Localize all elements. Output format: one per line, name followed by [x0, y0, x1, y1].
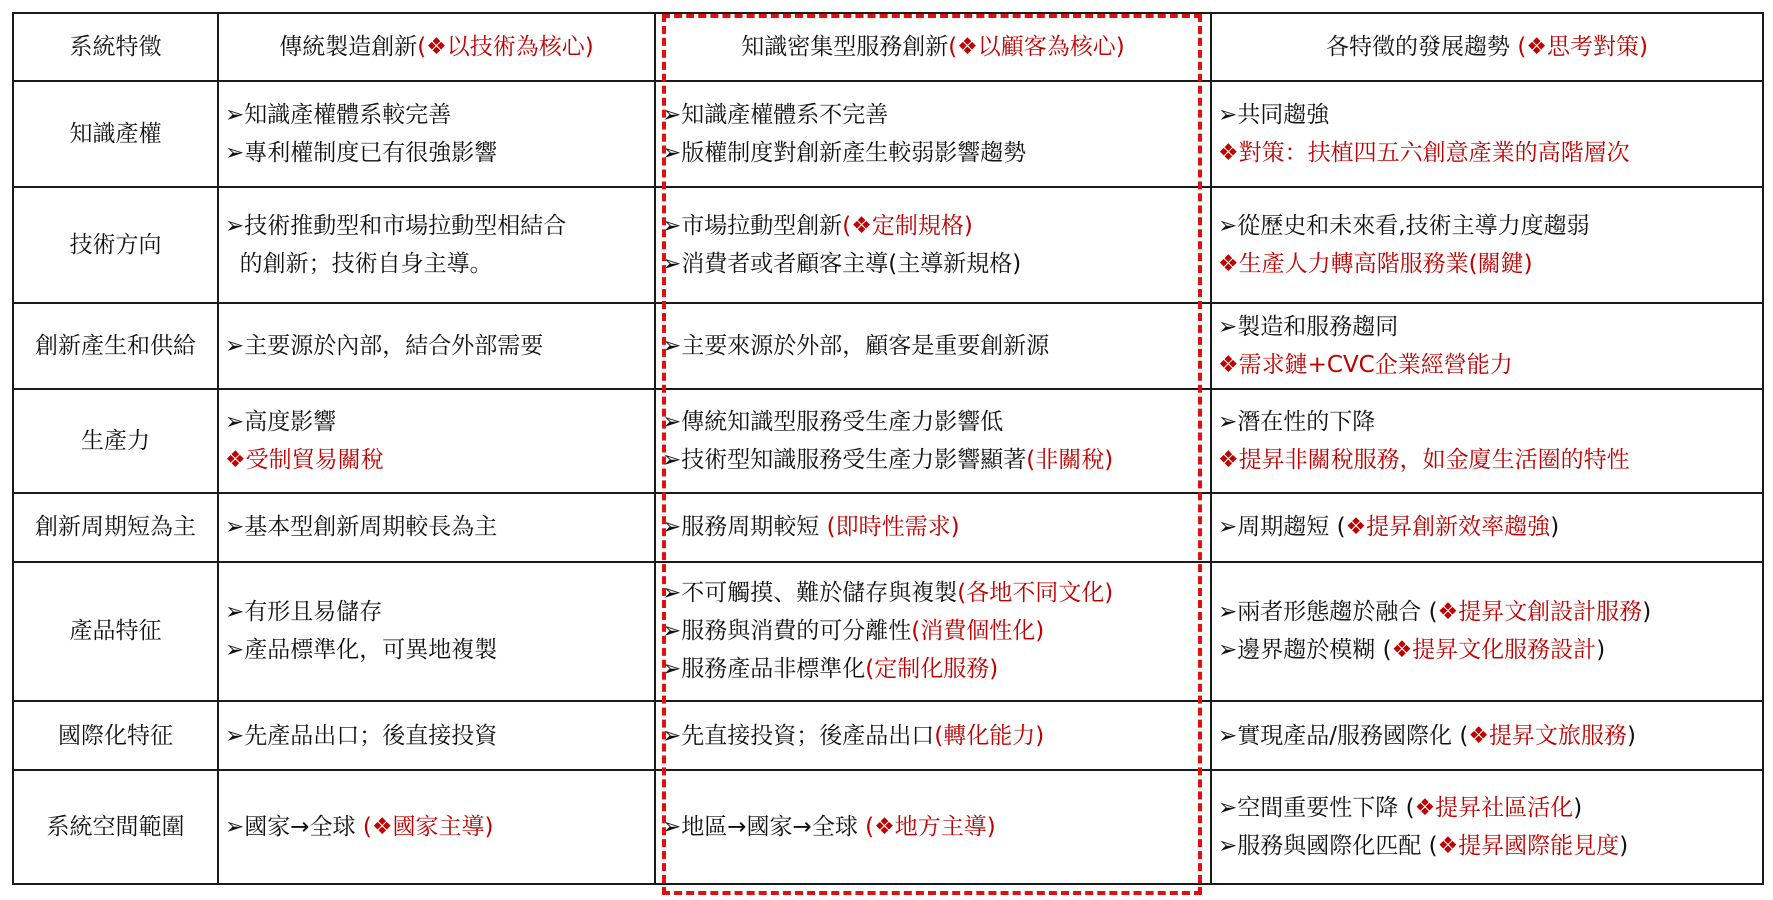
cell-line: ➢知識產權體系不完善 [662, 102, 889, 129]
cell-c3 [1211, 770, 1763, 884]
cell-line: ➢基本型創新周期較長為主 [225, 514, 498, 541]
cell-line [1218, 346, 1756, 384]
red-annotation: ❖提昇文創設計服務 [1437, 599, 1643, 626]
cell-line: ➢有形且易儲存 [225, 599, 383, 626]
cell-c2 [655, 303, 1211, 389]
red-annotation: ❖提昇非關稅服務，如金廈生活圈的特性 [1218, 446, 1630, 473]
cell-line [225, 441, 648, 479]
table-row [13, 493, 1763, 562]
cell-c1 [218, 303, 655, 389]
table-row [13, 770, 1763, 884]
red-annotation: (定制化服務) [865, 656, 999, 683]
cell-c1 [218, 770, 655, 884]
red-annotation: (❖國家主導) [362, 813, 494, 840]
cell-line: ➢高度影響 [225, 408, 337, 435]
red-annotation: ❖受制貿易關稅 [225, 446, 384, 473]
cell-line: ➢從歷史和未來看,技術主導力度趨弱 [1218, 212, 1590, 239]
red-annotation: ❖提昇文旅服務 [1468, 722, 1627, 749]
cell-c3 [1211, 562, 1763, 702]
cell-c2 [655, 493, 1211, 562]
cell-line: ➢服務與消費的可分離性(消費個性化) [662, 618, 1045, 645]
row-label: 系統空間範圍 [13, 770, 218, 884]
cell-line: ➢潛在性的下降 [1218, 408, 1376, 435]
cell-line: ➢先產品出口；後直接投資 [225, 722, 498, 749]
cell-line: ➢專利權制度已有很強影響 [225, 140, 498, 167]
red-annotation: (轉化能力) [934, 722, 1045, 749]
table-row [13, 187, 1763, 302]
row-label: 知識產權 [13, 81, 218, 187]
cell-line: ➢服務產品非標準化(定制化服務) [662, 656, 999, 683]
cell-line: ➢兩者形態趨於融合 (❖提昇文創設計服務) [1218, 599, 1652, 626]
cell-line: ➢實現產品/服務國際化 (❖提昇文旅服務) [1218, 722, 1636, 749]
red-annotation: ❖提昇國際能見度 [1437, 832, 1620, 859]
red-annotation: ❖提昇文化服務設計 [1391, 637, 1597, 664]
cell-line: ➢服務周期較短 (即時性需求) [662, 514, 960, 541]
cell-line: ➢產品標準化，可異地複製 [225, 637, 498, 664]
cell-line: ➢傳統知識型服務受生產力影響低 [662, 408, 1004, 435]
cell-c1 [218, 562, 655, 702]
cell-c3 [1211, 303, 1763, 389]
row-label: 創新周期短為主 [13, 493, 218, 562]
table-row [13, 389, 1763, 493]
row-label: 生產力 [13, 389, 218, 493]
cell-c1 [218, 493, 655, 562]
red-annotation: (❖地方主導) [865, 813, 996, 840]
cell-c1 [218, 81, 655, 187]
cell-line: ➢技術推動型和市場拉動型相結合 [225, 212, 567, 239]
row-label: 創新產生和供給 [13, 303, 218, 389]
red-annotation: ❖提昇社區活化 [1414, 794, 1574, 821]
cell-c3 [1211, 81, 1763, 187]
cell-line: ➢服務與國際化匹配 (❖提昇國際能見度) [1218, 832, 1629, 859]
cell-c2 [655, 389, 1211, 493]
cell-line: 的創新；技術自身主導。 [225, 250, 493, 277]
cell-line: ➢共同趨強 [1218, 102, 1330, 129]
comparison-table [12, 12, 1764, 885]
red-annotation: ❖提昇創新效率趨強 [1345, 514, 1551, 541]
red-annotation: ❖生產人力轉高階服務業(關鍵) [1218, 250, 1533, 277]
cell-line: ➢國家→全球 (❖國家主導) [225, 813, 494, 840]
cell-line: ➢知識產權體系較完善 [225, 102, 452, 129]
cell-line: ➢市場拉動型創新(❖定制規格) [662, 212, 973, 239]
cell-c1 [218, 187, 655, 302]
cell-c3 [1211, 187, 1763, 302]
row-label: 技術方向 [13, 187, 218, 302]
red-annotation: (❖定制規格) [842, 212, 973, 239]
header-traditional: 傳統製造創新(❖以技術為核心) [218, 13, 655, 81]
cell-line: ➢周期趨短 (❖提昇創新效率趨強) [1218, 514, 1560, 541]
cell-line: ➢邊界趨於模糊 (❖提昇文化服務設計) [1218, 637, 1606, 664]
header-row [13, 13, 1763, 81]
cell-c3 [1211, 493, 1763, 562]
row-label: 產品特征 [13, 562, 218, 702]
cell-line: ➢空間重要性下降 (❖提昇社區活化) [1218, 794, 1583, 821]
cell-line [1218, 441, 1756, 479]
cell-line [1218, 134, 1756, 172]
cell-c3 [1211, 701, 1763, 770]
cell-line: ➢技術型知識服務受生產力影響顯著(非關稅) [662, 446, 1114, 473]
header-trend: 各特徵的發展趨勢 (❖思考對策) [1211, 13, 1763, 81]
cell-c1 [218, 389, 655, 493]
cell-line: ➢版權制度對創新產生較弱影響趨勢 [662, 140, 1027, 167]
cell-c3 [1211, 389, 1763, 493]
cell-c1 [218, 701, 655, 770]
cell-line: ➢不可觸摸、難於儲存與複製(各地不同文化) [662, 580, 1114, 607]
cell-c2 [655, 187, 1211, 302]
table-row [13, 81, 1763, 187]
red-annotation: ❖需求鏈+CVC企業經營能力 [1218, 351, 1513, 378]
table-row [13, 701, 1763, 770]
cell-line: ➢製造和服務趨同 [1218, 313, 1399, 340]
red-annotation: (各地不同文化) [957, 580, 1114, 607]
red-annotation: ❖對策：扶植四五六創意產業的高階層次 [1218, 140, 1630, 167]
cell-line: ➢消費者或者顧客主導(主導新規格) [662, 250, 1022, 277]
cell-c2 [655, 770, 1211, 884]
cell-c2 [655, 562, 1211, 702]
cell-c2 [655, 701, 1211, 770]
cell-line: ➢主要來源於外部，顧客是重要創新源 [662, 332, 1050, 359]
red-annotation: (非關稅) [1026, 446, 1114, 473]
header-feature: 系統特徵 [13, 13, 218, 81]
header-knowledge-service: 知識密集型服務創新(❖以顧客為核心) [655, 13, 1211, 81]
red-annotation: (消費個性化) [911, 618, 1045, 645]
table-row [13, 562, 1763, 702]
cell-line: ➢主要源於內部，結合外部需要 [225, 332, 544, 359]
row-label: 國際化特征 [13, 701, 218, 770]
cell-c2 [655, 81, 1211, 187]
cell-line [1218, 245, 1756, 283]
table-row [13, 303, 1763, 389]
cell-line: ➢先直接投資；後產品出口(轉化能力) [662, 722, 1045, 749]
red-annotation: (即時性需求) [826, 514, 960, 541]
cell-line: ➢地區→國家→全球 (❖地方主導) [662, 813, 996, 840]
